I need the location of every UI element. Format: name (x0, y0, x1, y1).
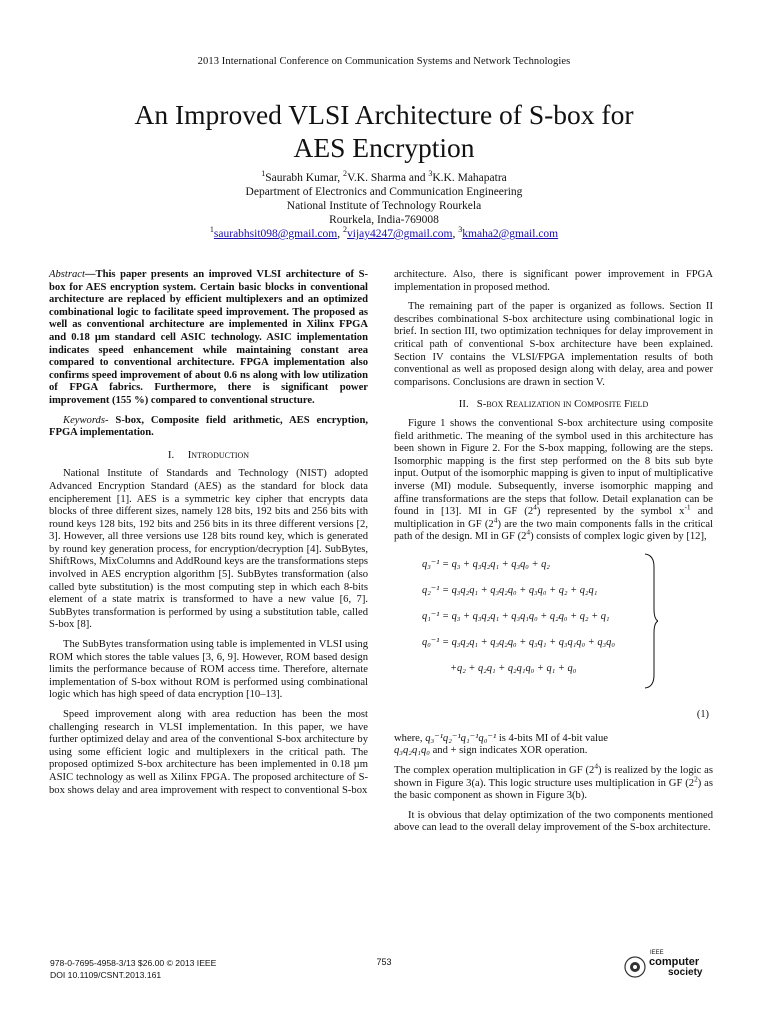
right-paragraph-2: The remaining part of the paper is organized as follows. Section II describes combinational S-box architecture using combinational logic in brief. In section III, two optimization techniques for delay improvement in critical path of conventional S-box architecture have been explained. Section IV contains the VLSI/FPGA implementation results of both conventional as well as proposed design along with delay, area and power comparisons. Conclusions are drawn in section V. (394, 301, 713, 388)
author-3: K.K. Mahapatra (432, 172, 507, 184)
page-number: 753 (376, 957, 392, 967)
email-link-1[interactable]: saurabhsit098@gmail.com (213, 228, 338, 240)
paper-title (60, 98, 708, 164)
ieee-computer-society-logo: IEEE computer society (622, 952, 722, 982)
abstract: Abstract—This paper presents an improved VLSI architecture of S-box for AES encryption system. Certain basic blocks in conventional architecture are replaced by efficient multiplexers and an optimized combinational logic to facilitate speed improvement. The proposed as well as conventional architecture are implemented in Xilinx FPGA and 0.18 µm standard cell ASIC technology. ASIC implementation indicates speed enhancement while maintaining constant area compared to conventional architecture. FPGA implementation also confirms speed improvement of about 0.6 ns along with low utilization of FPGA fabrics. Furthermore, there is significant power improvement (155 %) compared to conventional structure. (49, 269, 368, 406)
title-line-2: AES Encryption (293, 132, 475, 163)
where-paragraph: where, q₃⁻¹q₂⁻¹q₁⁻¹q₀⁻¹ is 4-bits MI of 4-bit value q₃q₂q₁q₀ and + sign indicates XOR operation. (394, 732, 608, 757)
city: Rourkela, India-769008 (329, 214, 439, 226)
email-link-2[interactable]: vijay4247@gmail.com (347, 228, 453, 240)
department: Department of Electronics and Communication Engineering (245, 186, 523, 198)
complex-multiplication-paragraph: The complex operation multiplication in GF $(2^4)$ is realized by the logic as shown in Figure 3(a). This logic structure uses multiplication in GF $(2^2)$ as the basic component as shown in Figure 3(b). (394, 761, 714, 802)
keywords: Keywords- S-box, Composite field arithmetic, AES encryption, FPGA implementation. (49, 414, 368, 439)
intro-paragraph-1: National Institute of Standards and Technology (NIST) adopted Advanced Encryption Standard (AES) as the standard for block data encipherement [1]. AES is a symmetric key cipher that encrypts data blocks of three different sizes, namely 128 bits, 192 bits and 256 bits with round keys 128 bits, 192 bits and 256 bits in its three different versions [2, 3]. However, all three versions use 128 bits round key, which is generated by round key generation process, for encryption/decryption [4]. SubBytes, ShiftRows, MixColumns and AddRound keys are the transformations steps involved in AES encryption algorithm [5]. SubBytes transformation (also called byte substitution) is the most computing step in which each 8-bits element of a state matrix is transformed to have a new value [6, 7]. SubBytes transformation is performed by using a substitution table, called S-box [8]. (49, 468, 368, 631)
conclusion-paragraph: It is obvious that delay optimization of the two components mentioned above can lead to the overall delay improvement of the S-box architecture. (394, 809, 713, 834)
equation-number: (1) (696, 708, 709, 720)
author-2: V.K. Sharma and (347, 172, 429, 184)
equation-q0: q₀⁻¹ = q₃q₂q₁ + q₃q₂q₀ + q₃q₁ + q₃q₁q₀ + q₃q₀ (422, 636, 615, 648)
author-block (0, 171, 768, 241)
right-paragraph-1: architecture. Also, there is significant power improvement in FPGA implementation in proposed method. (394, 269, 713, 293)
right-column (394, 269, 713, 842)
author-names: $^1$Saurabh Kumar, $^2$V.K. Sharma and $^3$K.K. Mahapatra (261, 169, 507, 184)
doi-line: DOI 10.1109/CSNT.2013.161 (50, 970, 162, 980)
author-emails: $^1$saurabhsit098@gmail.com, $^2$vijay4247@gmail.com, $^3$kmaha2@gmail.com (209, 225, 559, 240)
equation-q1: q₁⁻¹ = q₃ + q₃q₂q₁ + q₃q₁q₀ + q₂q₀ + q₂ + q₁ (422, 610, 610, 622)
section-2-heading: II. S-box Realization in Composite Field (458, 398, 649, 411)
intro-paragraph-3: Speed improvement along with area reduction has been the most challenging research in VLSI implementation. In this paper, we have further optimized delay and area of the conventional S-box architecture by using some efficient logic and multiplexers in the critical path. The proposed optimized S-box architecture has been implemented in 0.18 µm ASIC technology as well as Xilinx FPGA. The proposed architecture of S-box shows delay and area improvement with respect to conventional S-box (49, 709, 368, 796)
conference-header: 2013 International Conference on Communication Systems and Network Technologies (197, 56, 571, 67)
left-column (49, 269, 368, 804)
author-1: Saurabh Kumar, (265, 172, 344, 184)
title-line-1: An Improved VLSI Architecture of S-box for (134, 99, 634, 130)
equation-q0-continued: +q₂ + q₂q₁ + q₂q₁q₀ + q₁ + q₀ (450, 662, 577, 674)
right-brace-icon (644, 553, 658, 689)
institute: National Institute of Technology Rourkela (286, 200, 482, 212)
figure-paragraph: Figure 1 shows the conventional S-box architecture using composite field arithmetic. The meaning of the symbol used in this architecture has been shown in Figure 2. For the S-box mapping, following are the steps. Isomorphic mapping is the first step performed on the 8 bits sub byte input. Output of the isomorphic mapping is given to input of multiplicative inverse (MI) module. Subsequently, inverse isomorphic mapping and affine transformations are the steps that follow. Detail explanation can be found in [13]. MI in GF $(2^4)$ represented by the symbol $x^{-1}$ and multiplication in GF $(2^4)$ are the two main components falls in the critical path of the design. MI in GF $(2^4)$ consists of complex logic given by [12], (394, 417, 713, 543)
society-emblem-icon (622, 954, 648, 980)
equation-q3: q₃⁻¹ = q₃ + q₃q₂q₁ + q₃q₀ + q₂ (422, 558, 550, 570)
section-1-heading: I. Introduction (167, 448, 250, 461)
equation-q2: q₂⁻¹ = q₃q₂q₁ + q₃q₂q₀ + q₃q₀ + q₂ + q₂q₁ (422, 584, 598, 596)
email-link-3[interactable]: kmaha2@gmail.com (462, 228, 559, 240)
equation-block (394, 551, 713, 727)
intro-paragraph-2: The SubBytes transformation using table is implemented in VLSI using ROM which stores the table values [3, 6, 9]. However, ROM based design limits the performance because of ROM access time. Therefore, alternate implementation of S-box without ROM is performed using combinational logic which has high speed of data encryption [10–13]. (49, 639, 368, 701)
isbn-line: 978-0-7695-4958-3/13 $26.00 © 2013 IEEE (50, 958, 217, 968)
